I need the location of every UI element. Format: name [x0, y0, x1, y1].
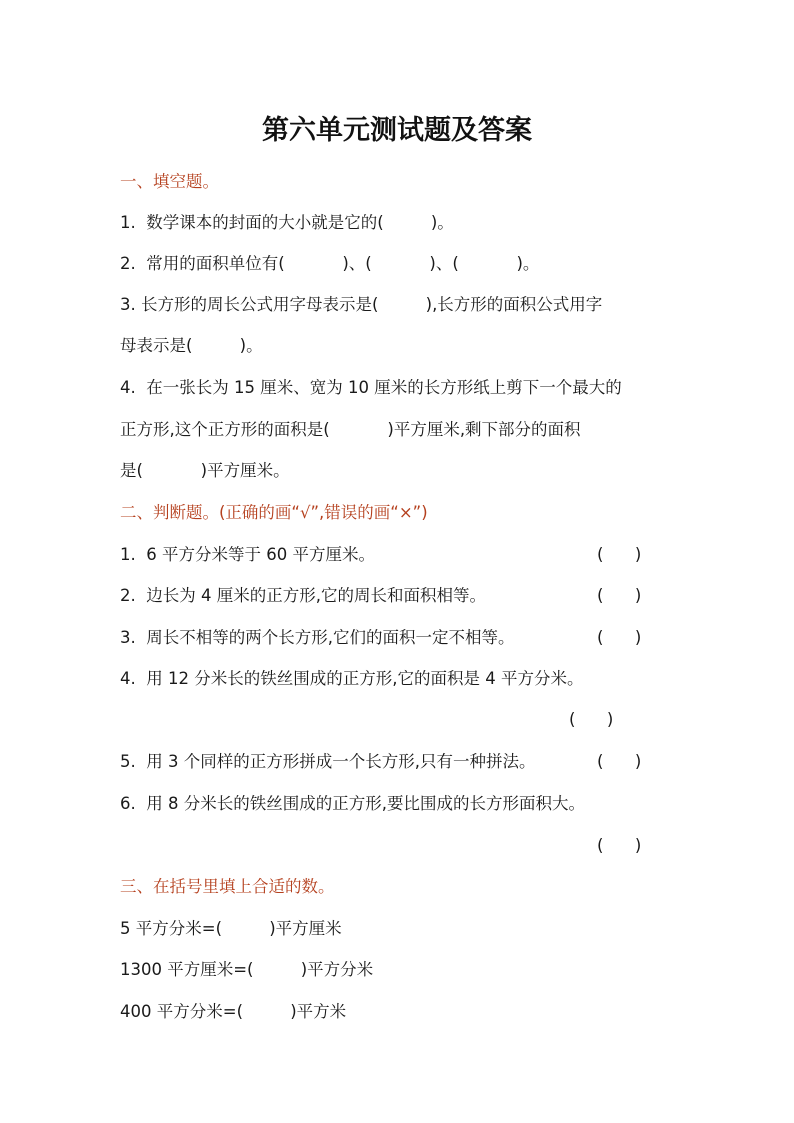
answer-parentheses: ( ) — [569, 710, 614, 729]
question-line: 1300 平方厘米=( )平方分米 — [120, 960, 374, 979]
section-heading-true-false: 二、判断题。(正确的画“√”,错误的画“×”) — [120, 503, 428, 522]
question-line: 5 平方分米=( )平方厘米 — [120, 919, 342, 938]
answer-parentheses: ( ) — [597, 628, 642, 647]
page-title: 第六单元测试题及答案 — [262, 115, 532, 146]
section-heading-fill-blank: 一、填空题。 — [120, 172, 219, 191]
question-line: 4. 在一张长为 15 厘米、宽为 10 厘米的长方形纸上剪下一个最大的 — [120, 378, 622, 397]
question-line: 3. 长方形的周长公式用字母表示是( ),长方形的面积公式用字 — [120, 295, 603, 314]
answer-parentheses: ( ) — [597, 836, 642, 855]
question-line: 1. 数学课本的封面的大小就是它的( )。 — [120, 213, 454, 232]
question-line: 4. 用 12 分米长的铁丝围成的正方形,它的面积是 4 平方分米。 — [120, 669, 584, 688]
question-line: 2. 边长为 4 厘米的正方形,它的周长和面积相等。 — [120, 586, 486, 605]
answer-parentheses: ( ) — [597, 586, 642, 605]
question-line: 1. 6 平方分米等于 60 平方厘米。 — [120, 545, 375, 564]
answer-parentheses: ( ) — [597, 545, 642, 564]
question-line: 是( )平方厘米。 — [120, 461, 290, 480]
question-line: 6. 用 8 分米长的铁丝围成的正方形,要比围成的长方形面积大。 — [120, 794, 585, 813]
question-line: 2. 常用的面积单位有( )、( )、( )。 — [120, 254, 540, 273]
question-line: 正方形,这个正方形的面积是( )平方厘米,剩下部分的面积 — [120, 420, 581, 439]
answer-parentheses: ( ) — [597, 752, 642, 771]
question-line: 400 平方分米=( )平方米 — [120, 1002, 347, 1021]
question-line: 3. 周长不相等的两个长方形,它们的面积一定不相等。 — [120, 628, 515, 647]
question-line: 5. 用 3 个同样的正方形拼成一个长方形,只有一种拼法。 — [120, 752, 536, 771]
question-line: 母表示是( )。 — [120, 336, 263, 355]
section-heading-fill-numbers: 三、在括号里填上合适的数。 — [120, 877, 335, 896]
